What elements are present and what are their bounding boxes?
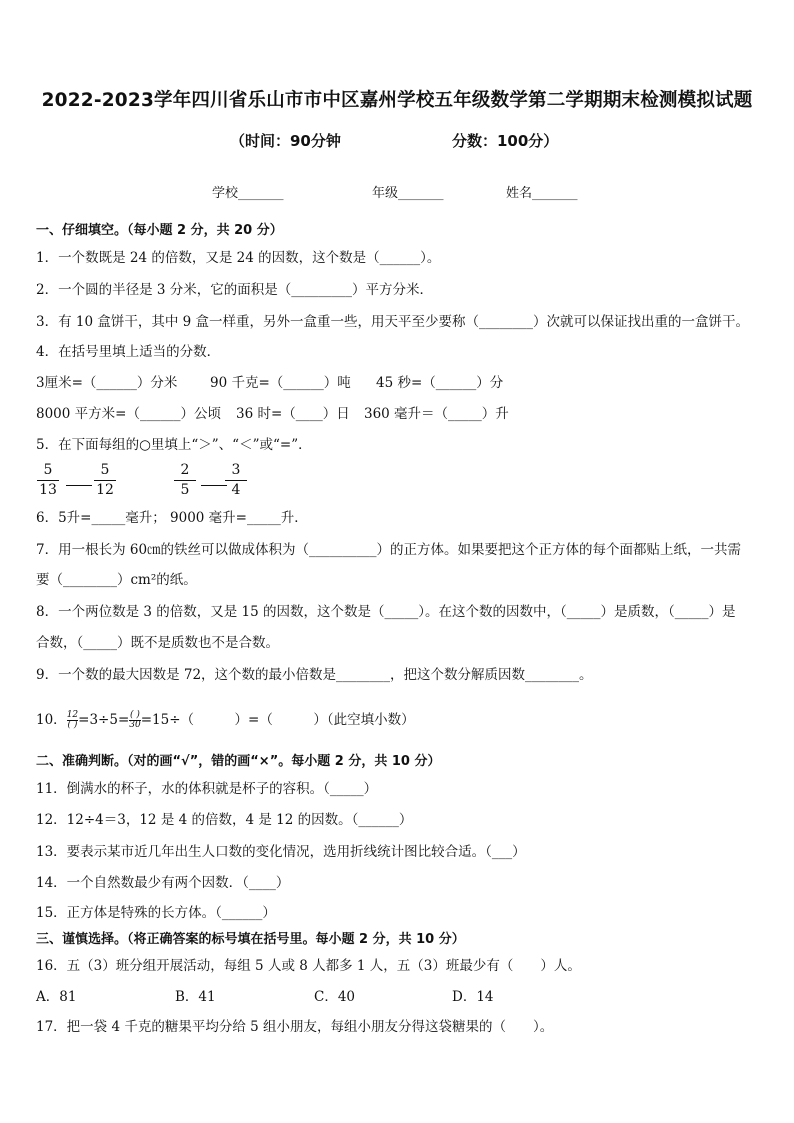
fraction-12-blank: 12 ( ): [66, 710, 79, 730]
option-a: A．81: [36, 989, 77, 1005]
grade-field: 年级_______: [372, 186, 444, 201]
question-14: 14．一个自然数最少有两个因数．（____）: [36, 875, 290, 891]
exam-score: 分数：100分）: [452, 132, 559, 150]
question-12: 12．12÷4＝3，12 是 4 的倍数，4 是 12 的因数。（______）: [36, 812, 413, 828]
question-4a: 3厘米=（______）分米: [36, 375, 178, 391]
question-8-line-1: 8．一个两位数是 3 的倍数，又是 15 的因数，这个数是（_____）。在这个数的因数中，（_____）是质数，（_____）是: [36, 604, 736, 620]
question-7-line-1: 7．用一根长为 60㎝的铁丝可以做成体积为（__________）的正方体。如果要把这个正方体的每个面都贴上纸，一共需: [36, 542, 742, 558]
question-4d: 8000 平方米=（______）公顷: [36, 406, 221, 422]
option-b: B．41: [175, 989, 216, 1005]
question-4: 4．在括号里填上适当的分数．: [36, 344, 221, 360]
option-d: D．14: [452, 989, 494, 1005]
question-16: 16．五（3）班分组开展活动，每组 5 人或 8 人都多 1 人，五（3）班最少有（ ）人。: [36, 958, 581, 974]
question-5: 5．在下面每组的○里填上“＞”、“＜”或“=”．: [36, 437, 312, 453]
question-17: 17．把一袋 4 千克的糖果平均分给 5 组小朋友，每组小朋友分得这袋糖果的（ ）。: [36, 1019, 554, 1035]
option-c: C．40: [314, 989, 356, 1005]
question-15: 15．正方体是特殊的长方体。（______）: [36, 905, 276, 921]
question-8-line-2: 合数，（_____）既不是质数也不是合数。: [36, 635, 279, 651]
question-4e: 36 时=（____）日: [236, 406, 350, 422]
section-2-heading: 二、准确判断。（对的画“√”，错的画“×”。每小题 2 分，共 10 分）: [36, 754, 441, 769]
question-2: 2．一个圆的半径是 3 分米，它的面积是（_________）平方分米．: [36, 282, 434, 298]
question-4c: 45 秒=（______）分: [376, 375, 504, 391]
fraction-5-13: 5 13: [37, 462, 59, 499]
section-3-heading: 三、谨慎选择。（将正确答案的标号填在括号里。每小题 2 分，共 10 分）: [36, 932, 465, 947]
compare-blank-1: [66, 485, 92, 486]
compare-blank-2: [201, 485, 227, 486]
exam-time: （时间：90分钟: [230, 132, 341, 150]
question-10: 10． 12 ( ) =3÷5= ( ) 30 =15÷（ ）=（ ）（此空填小数）: [36, 710, 415, 730]
fraction-5-12: 5 12: [94, 462, 116, 499]
fraction-2-5: 2 5: [174, 462, 196, 499]
fraction-3-4: 3 4: [225, 462, 247, 499]
question-11: 11．倒满水的杯子，水的体积就是杯子的容积。（_____）: [36, 781, 378, 797]
question-4b: 90 千克=（______）吨: [210, 375, 351, 391]
question-13: 13．要表示某市近几年出生人口数的变化情况，选用折线统计图比较合适。（___）: [36, 844, 526, 860]
question-1: 1．一个数既是 24 的倍数，又是 24 的因数，这个数是（______）。: [36, 250, 441, 266]
question-6: 6．5升=_____毫升； 9000 毫升=_____升．: [36, 510, 308, 526]
page-title: 2022-2023学年四川省乐山市市中区嘉州学校五年级数学第二学期期末检测模拟试题: [41, 90, 753, 111]
question-9: 9．一个数的最大因数是 72，这个数的最小倍数是________，把这个数分解质因数________。: [36, 667, 593, 683]
question-7-line-2: 要（________）cm²的纸。: [36, 572, 197, 588]
question-4f: 360 毫升＝（_____）升: [364, 406, 509, 422]
name-field: 姓名_______: [506, 186, 578, 201]
question-3: 3．有 10 盒饼干，其中 9 盒一样重，另外一盒重一些，用天平至少要称（________）次就可以保证找出重的一盒饼干。: [36, 314, 750, 330]
school-field: 学校_______: [212, 186, 284, 201]
section-1-heading: 一、仔细填空。（每小题 2 分，共 20 分）: [36, 223, 283, 238]
fraction-blank-30: ( ) 30: [129, 710, 141, 730]
